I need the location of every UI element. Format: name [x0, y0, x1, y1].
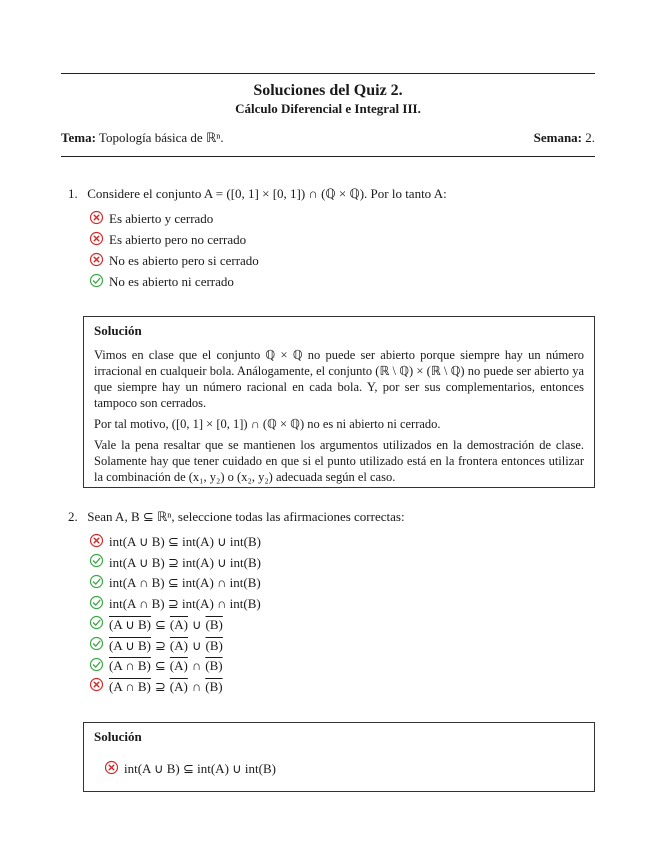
closure-expr-rel: ⊆: [155, 616, 166, 632]
closure-expr-rel: ⊇: [155, 637, 166, 653]
wrong-icon: [89, 677, 109, 696]
topic-line: [61, 130, 224, 146]
option-label: int(A ∩ B) ⊆ int(A) ∩ int(B): [109, 575, 261, 591]
question-text: Sean A, B ⊆ ℝⁿ, seleccione todas las afirmaciones correctas:: [87, 509, 405, 524]
answer-option: [89, 273, 234, 291]
closure-expr-lhs: (A ∪ B): [109, 616, 152, 632]
option-label: int(A ∩ B) ⊇ int(A) ∩ int(B): [109, 596, 261, 612]
top-rule: [61, 73, 595, 74]
closure-expr-b: (B): [205, 616, 223, 632]
answer-option: [89, 554, 261, 572]
week-line: [534, 130, 595, 146]
closure-expr-b: (B): [205, 678, 223, 694]
option-label: Es abierto pero no cerrado: [109, 232, 247, 247]
correct-icon: [89, 595, 109, 614]
solution-paragraph-3: Vale la pena resaltar que se mantienen los argumentos utilizados en la demostración de clase. Solamente hay que tener cuidado en que si el punto utilizado está en la frontera entonces utilizar la combinación de (x₁, y₂) o (x₂, y₂) adecuada según el caso.: [94, 438, 584, 484]
option-label: No es abierto ni cerrado: [109, 274, 234, 289]
option-label: Es abierto y cerrado: [109, 211, 214, 226]
answer-option: [89, 657, 223, 675]
closure-expr-a: (A): [169, 616, 188, 632]
correct-icon: [89, 657, 109, 676]
header-bottom-rule: [61, 156, 595, 157]
wrong-icon: [89, 533, 109, 552]
answer-option: [89, 616, 223, 634]
question-text: Considere el conjunto A = ([0, 1] × [0, 1]) ∩ (ℚ × ℚ). Por lo tanto A:: [87, 186, 447, 201]
answer-option: [89, 210, 213, 228]
topic-label: Tema:: [61, 130, 96, 145]
answer-option: [89, 595, 261, 613]
solution-paragraph-1: Vimos en clase que el conjunto ℚ × ℚ no puede ser abierto porque siempre hay un número irracional en cualqueir bola. Análogamente, el conjunto (ℝ \ ℚ) × (ℝ \ ℚ) no puede ser abierto ya que siempre hay un número racional en cada bola. Y, por ser sus complementarios, entonces tampoco son cerrados.: [94, 348, 584, 410]
correct-icon: [89, 615, 109, 634]
closure-expr-b: (B): [205, 658, 223, 674]
topic-value: Topología básica de ℝⁿ.: [98, 130, 224, 145]
option-label: int(A ∪ B) ⊆ int(A) ∪ int(B): [109, 534, 261, 549]
closure-expr-lhs: (A ∪ B): [109, 637, 152, 653]
closure-expr-op: ∪: [191, 616, 202, 632]
question-2: [68, 509, 405, 525]
closure-expr-lhs: (A ∩ B): [109, 678, 151, 694]
week-value: 2.: [585, 130, 595, 145]
doc-subtitle: Cálculo Diferencial e Integral III.: [235, 101, 421, 116]
closure-expr-op: ∪: [191, 637, 202, 653]
answer-option: [89, 637, 223, 655]
doc-title: Soluciones del Quiz 2.: [253, 82, 403, 99]
closure-expr-op: ∩: [191, 658, 202, 674]
option-label: int(A ∪ B) ⊇ int(A) ∪ int(B): [109, 554, 261, 570]
solution-heading: Solución: [94, 323, 142, 338]
closure-expr-op: ∩: [191, 678, 202, 694]
solution-item-label: int(A ∪ B) ⊆ int(A) ∪ int(B): [124, 761, 276, 776]
answer-option: [89, 574, 261, 592]
closure-expr-b: (B): [205, 637, 223, 653]
answer-option: [89, 678, 223, 696]
option-label: No es abierto pero si cerrado: [109, 253, 259, 268]
solution-item: [104, 760, 276, 778]
wrong-icon: [89, 210, 109, 229]
correct-icon: [89, 273, 109, 292]
wrong-icon: [89, 252, 109, 271]
solution-box-1: [83, 316, 595, 488]
closure-expr-rel: ⊇: [154, 678, 166, 694]
closure-expr-a: (A): [169, 658, 188, 674]
correct-icon: [89, 553, 109, 572]
question-number: 1.: [68, 186, 78, 201]
solution-paragraph-2: Por tal motivo, ([0, 1] × [0, 1]) ∩ (ℚ × ℚ) no es ni abierto ni cerrado.: [94, 417, 441, 431]
answer-option: [89, 231, 246, 249]
answer-option: [89, 533, 261, 551]
closure-expr-a: (A): [169, 637, 188, 653]
closure-expr-rel: ⊆: [154, 658, 166, 674]
question-number: 2.: [68, 509, 78, 524]
closure-expr-lhs: (A ∩ B): [109, 658, 151, 674]
closure-expr-a: (A): [169, 678, 188, 694]
answer-option: [89, 252, 259, 270]
week-label: Semana:: [533, 130, 582, 145]
correct-icon: [89, 574, 109, 593]
solution-box-2: [83, 722, 595, 792]
solution-heading: Solución: [94, 729, 142, 744]
wrong-icon: [89, 231, 109, 250]
question-1: [68, 186, 447, 202]
correct-icon: [89, 636, 109, 655]
wrong-icon: [104, 760, 124, 779]
